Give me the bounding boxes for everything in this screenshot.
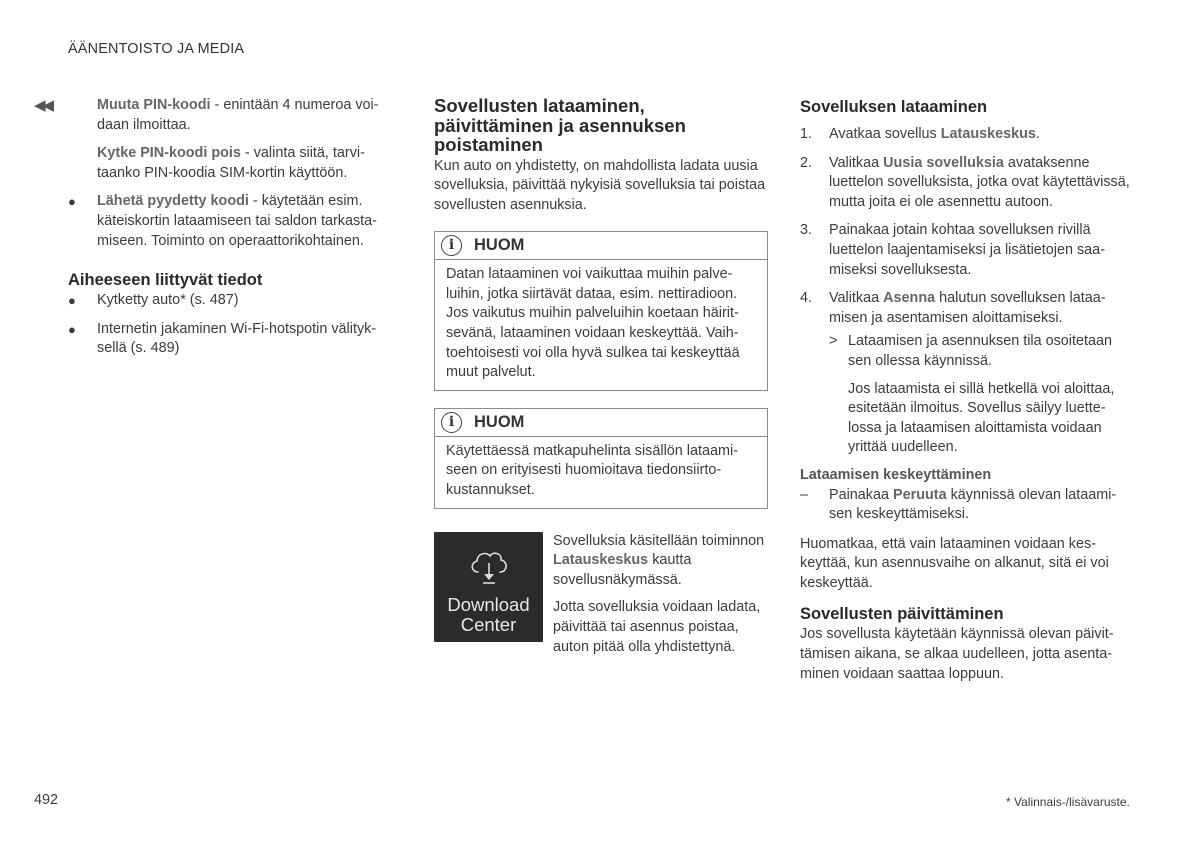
column-right <box>800 96 1134 684</box>
apps-intro: Kun auto on yhdistetty, on mahdollista ladata uusia sovelluksia, päivittää nykyisiä sovelluksia tai poistaa sovellusten asennuksia. <box>434 157 766 213</box>
related-item[interactable] <box>68 291 398 311</box>
note-text: Datan lataaminen voi vaikuttaa muihin palveluihin, jotka siirtävät dataa, esim. nettiradioon. Jos vaikutus muihin palveluihin koetaan häiritsevänä, lataaminen voidaan keskeyttää. Vaihtoehtoisesti voi olla hyvä sulkea tai keskeyttää muut palvelut. <box>446 266 740 381</box>
cancel-item: – Painakaa Peruuta käynnissä olevan lataamisen keskeyttämiseksi. <box>800 486 1117 523</box>
download-center-text: Sovelluksia käsitellään toiminnon Latauskeskus kautta sovellusnäkymässä. <box>553 532 765 588</box>
column-left <box>68 96 398 359</box>
pin-change-item <box>68 96 398 135</box>
result-item: > Lataamisen ja asennuksen tila osoitetaan sen ollessa käynnissä. Jos lataamista ei sillä hetkellä voi aloittaa, esitetään ilmoitus. Sovellus säilyy luettelossa ja lataamisen aloittamista voidaan yrittää uudelleen. <box>800 332 1134 458</box>
column-middle <box>434 96 768 657</box>
page-number: 492 <box>34 792 59 808</box>
result-marker: > <box>829 333 838 350</box>
send-code-item <box>68 192 398 251</box>
note-body <box>435 437 767 508</box>
pin-off-label: Kytke PIN-koodi pois <box>97 145 241 162</box>
send-code-text: - käytetään esim. käteiskortin lataamiseen tai saldon tarkastamiseen. Toiminto on operaattorikohtainen. <box>97 193 377 249</box>
step-item: 2. Valitkaa Uusia sovelluksia avataksenne luettelon sovelluksista, jotka ovat käytettävissä, mutta joita ei ole asennettu autoon. <box>800 154 1130 210</box>
bullet-icon: ● <box>68 321 76 337</box>
note-text: Käytettäessä matkapuhelinta sisällön lataamiseen on erityisesti huomioitava tiedonsiirtokustannukset. <box>446 442 738 499</box>
note-header <box>435 232 767 260</box>
cancel-note: Huomatkaa, että vain lataaminen voidaan keskeyttää, kun asennusvaihe on alkanut, sitä ei voi keskeyttää. <box>800 535 1109 591</box>
download-heading: Sovelluksen lataaminen <box>800 98 988 116</box>
note-title: HUOM <box>474 412 525 431</box>
note-title: HUOM <box>474 235 525 254</box>
back-arrow-icon[interactable]: ◀◀ <box>34 97 52 114</box>
step-number: 4. <box>800 290 813 307</box>
step-item: 4. Valitkaa Asenna halutun sovelluksen lataamisen ja asentamisen aloittamiseksi. <box>800 290 1106 326</box>
section-title: ÄÄNENTOISTO JA MEDIA <box>68 41 245 57</box>
cancel-label: Peruuta <box>893 486 947 503</box>
send-code-label: Lähetä pyydetty koodi <box>97 193 249 210</box>
step-number: 3. <box>800 222 813 239</box>
step-item: 3. Painakaa jotain kohtaa sovelluksen rivillä luettelon laajentamiseksi ja lisätietojen saamiseksi sovelluksesta. <box>800 222 1105 278</box>
download-center-text-2: Jotta sovelluksia voidaan ladata, päivittää tai asennus poistaa, auton pitää olla yhdistettynä. <box>553 599 761 655</box>
update-text: Jos sovellusta käytetään käynnissä olevan päivittämisen aikana, se alkaa uudelleen, jotta asentaminen voidaan saattaa loppuun. <box>800 626 1114 682</box>
footnote: * Valinnais-/lisävaruste. <box>1006 795 1130 809</box>
bullet-icon: ● <box>68 293 76 309</box>
info-icon: i <box>441 235 462 256</box>
bullet-icon: ● <box>68 194 76 210</box>
install-label: Asenna <box>883 290 936 307</box>
apps-heading: Sovellusten lataaminen, päivittäminen ja asennuksen poistaminen <box>434 95 686 155</box>
step-item: 1. Avatkaa sovellus Latauskeskus. <box>800 125 1134 145</box>
download-center-image <box>434 532 543 642</box>
note-header <box>435 409 767 437</box>
cloud-download-icon <box>468 546 510 586</box>
pin-change-label: Muuta PIN-koodi <box>97 97 211 113</box>
pin-change-text: - enintään 4 numeroa voidaan ilmoittaa. <box>97 97 379 133</box>
dash-marker: – <box>800 486 809 503</box>
step-number: 1. <box>800 126 813 142</box>
cancel-subheading: Lataamisen keskeyttäminen <box>800 466 992 483</box>
note-box <box>434 408 768 509</box>
related-item-text: Kytketty auto* (s. 487) <box>97 292 239 309</box>
update-heading: Sovellusten päivittäminen <box>800 605 1004 624</box>
new-apps-label: Uusia sovelluksia <box>883 154 1004 171</box>
download-center-section <box>434 532 768 658</box>
related-item-text: Internetin jakaminen Wi-Fi-hotspotin välityksellä (s. 489) <box>97 320 377 357</box>
latauskeskus-label: Latauskeskus <box>553 552 649 569</box>
note-box <box>434 231 768 391</box>
related-item[interactable] <box>68 320 398 359</box>
download-center-caption: Download Center <box>447 593 530 635</box>
info-icon: i <box>441 412 462 433</box>
latauskeskus-label: Latauskeskus <box>940 126 1036 142</box>
result-extra: Jos lataamista ei sillä hetkellä voi aloittaa, esitetään ilmoitus. Sovellus säilyy luettelossa ja lataamisen aloittamista voidaan yrittää uudelleen. <box>848 380 1115 456</box>
pin-off-text: - valinta siitä, tarvitaanko PIN-koodia SIM-kortin käyttöön. <box>97 145 365 181</box>
note-body <box>435 260 767 390</box>
step-number: 2. <box>800 154 813 171</box>
related-heading: Aiheeseen liittyvät tiedot <box>68 271 263 290</box>
pin-off-item <box>68 144 398 183</box>
